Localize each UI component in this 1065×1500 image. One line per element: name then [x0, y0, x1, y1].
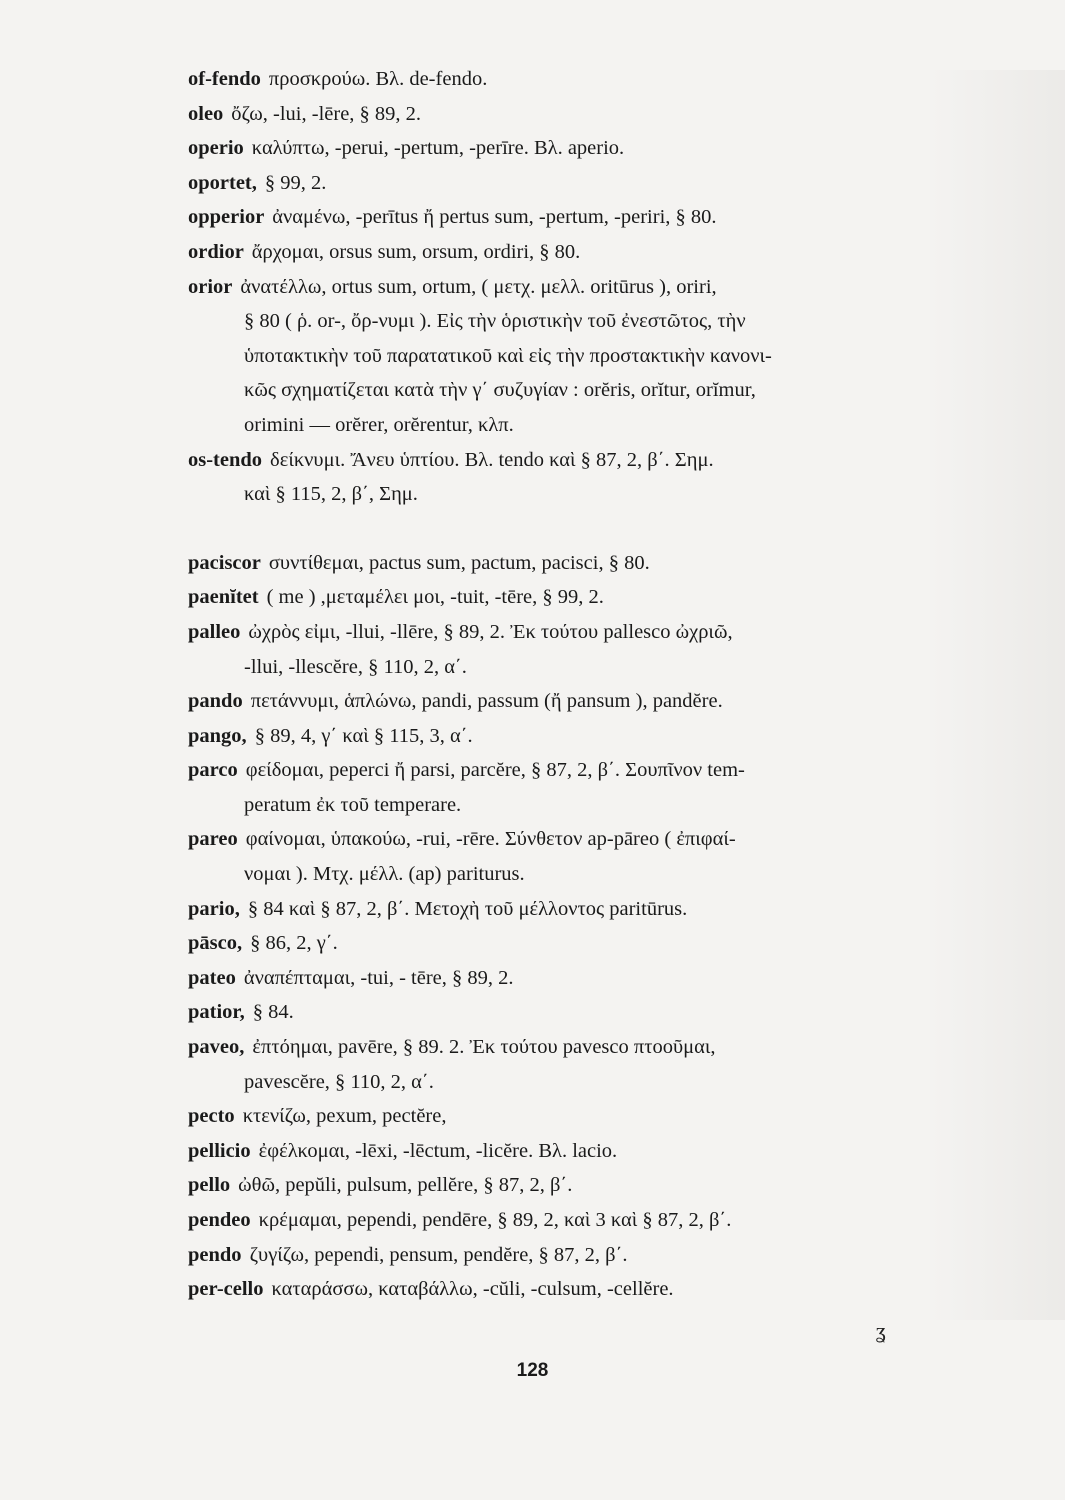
- entry-headword: oportet,: [188, 171, 257, 194]
- entry-headword: pendeo: [188, 1209, 251, 1231]
- entry-headword: pendo: [188, 1243, 242, 1266]
- entry-continuation-line: [188, 857, 928, 892]
- entry-text: πετάννυμι, ἁπλώνω, pandi, passum (ἤ pansum ), pandĕre.: [250, 690, 723, 713]
- entry-first-line: [188, 995, 928, 1030]
- entry-headword: ordior: [188, 240, 244, 263]
- dictionary-entry: [188, 1168, 928, 1203]
- entry-first-line: [188, 97, 928, 132]
- entry-continuation-line: [188, 788, 928, 823]
- entry-text: ὠχρὸς εἰμι, -llui, -llēre, § 89, 2. Ἐκ τούτου pallesco ὠχριῶ,: [248, 620, 733, 643]
- entry-first-line: [188, 546, 928, 581]
- dictionary-entry: [188, 97, 928, 132]
- entry-headword: paciscor: [188, 551, 261, 574]
- entry-first-line: [188, 1203, 928, 1238]
- entry-headword: per-cello: [188, 1278, 264, 1301]
- page-number: 128: [516, 1360, 549, 1381]
- dictionary-entry: [188, 926, 928, 961]
- dictionary-entry: [188, 822, 928, 891]
- entry-list: [188, 62, 928, 1307]
- entry-headword: operio: [188, 137, 244, 160]
- entry-text: § 86, 2, γ΄.: [250, 932, 338, 955]
- show-through-shadow: [930, 70, 1065, 1320]
- entry-first-line: [188, 131, 928, 166]
- entry-headword: opperior: [188, 206, 265, 229]
- dictionary-entry: [188, 546, 928, 581]
- entry-headword: orior: [188, 275, 233, 298]
- entry-text: -llui, -llescĕre, § 110, 2, α΄.: [244, 655, 467, 678]
- entry-text: ἐπτόημαι, pavēre, § 89. 2. Ἐκ τούτου pavesco πτοοῦμαι,: [252, 1036, 716, 1059]
- dictionary-entry: [188, 166, 928, 201]
- dictionary-entry: [188, 615, 928, 684]
- entry-headword: pando: [188, 690, 243, 713]
- entry-text: κῶς σχηματίζεται κατὰ τὴν γ΄ συζυγίαν : orĕris, orĭtur, orĭmur,: [244, 379, 756, 402]
- entry-continuation-line: [188, 650, 928, 685]
- entry-text: καλύπτω, -perui, -pertum, -perīre. Βλ. aperio.: [251, 137, 625, 160]
- entry-first-line: [188, 235, 928, 270]
- entry-text: κρέμαμαι, pependi, pendēre, § 89, 2, καὶ 3 καὶ § 87, 2, β΄.: [258, 1209, 732, 1231]
- entry-continuation-line: [188, 373, 928, 408]
- entry-first-line: [188, 1168, 928, 1203]
- dictionary-entry: [188, 684, 928, 719]
- entry-text: ἀναμένω, -perītus ἤ pertus sum, -pertum, -periri, § 80.: [272, 206, 717, 229]
- entry-text: συντίθεμαι, pactus sum, pactum, pacisci, § 80.: [268, 551, 650, 574]
- entry-headword: pello: [188, 1174, 231, 1197]
- entry-first-line: [188, 270, 928, 305]
- entry-text: ὑποτακτικὴν τοῦ παρατατικοῦ καὶ εἰς τὴν προστακτικὴν κανονι-: [244, 344, 772, 367]
- entry-text: orimini — orĕrer, orĕrentur, κλπ.: [244, 413, 514, 436]
- entry-text: § 84 καὶ § 87, 2, β΄. Μετοχὴ τοῦ μέλλοντος paritūrus.: [247, 897, 688, 920]
- dictionary-entry: [188, 131, 928, 166]
- dictionary-entry: [188, 1030, 928, 1099]
- entry-text: ἀνατέλλω, ortus sum, ortum, ( μετχ. μελλ. oritūrus ), oriri,: [240, 275, 717, 298]
- entry-first-line: [188, 580, 928, 615]
- dictionary-entry: [188, 995, 928, 1030]
- entry-text: ζυγίζω, pependi, pensum, pendĕre, § 87, 2, β΄.: [249, 1243, 628, 1266]
- entry-first-line: [188, 62, 928, 97]
- dictionary-entry: [188, 1203, 928, 1238]
- entry-text: προσκρούω. Βλ. de-fendo.: [268, 68, 488, 90]
- entry-text: ἄρχομαι, orsus sum, orsum, ordiri, § 80.: [251, 240, 581, 263]
- entry-text: καταράσσω, καταβάλλω, -cŭli, -culsum, -cellĕre.: [271, 1278, 674, 1301]
- entry-first-line: [188, 1238, 928, 1273]
- entry-headword: pateo: [188, 966, 236, 989]
- entry-headword: paenĭtet: [188, 586, 259, 609]
- entry-text: κτενίζω, pexum, pectĕre,: [242, 1105, 447, 1128]
- entry-first-line: [188, 443, 928, 478]
- entry-first-line: [188, 200, 928, 235]
- entry-headword: palleo: [188, 620, 241, 643]
- entry-first-line: [188, 166, 928, 201]
- entry-text: § 80 ( ῥ. or-, ὄρ-νυμι ). Εἰς τὴν ὁριστικὴν τοῦ ἐνεστῶτος, τὴν: [244, 310, 746, 333]
- entry-text: § 84.: [252, 1001, 294, 1024]
- dictionary-entry: [188, 443, 928, 512]
- entry-continuation-line: [188, 304, 928, 339]
- entry-first-line: [188, 1030, 928, 1065]
- entry-text: νομαι ). Μτχ. μέλλ. (ap) pariturus.: [244, 863, 525, 886]
- entry-text: pavescĕre, § 110, 2, α΄.: [244, 1070, 434, 1093]
- entry-headword: parco: [188, 759, 238, 782]
- entry-first-line: [188, 684, 928, 719]
- entry-text: § 99, 2.: [264, 171, 327, 194]
- entry-headword: os-tendo: [188, 448, 263, 471]
- entry-first-line: [188, 1099, 928, 1134]
- entry-text: ἐφέλκομαι, -lēxi, -lēctum, -licĕre. Βλ. lacio.: [258, 1139, 618, 1162]
- entry-text: φείδομαι, peperci ἤ parsi, parcĕre, § 87, 2, β΄. Σουπῖνον tem-: [245, 759, 745, 782]
- entry-first-line: [188, 1134, 928, 1169]
- entry-first-line: [188, 822, 928, 857]
- dictionary-entry: [188, 200, 928, 235]
- entry-first-line: [188, 753, 928, 788]
- entry-continuation-line: [188, 339, 928, 374]
- dictionary-entry: [188, 62, 928, 97]
- entry-text: ὄζω, -lui, -lēre, § 89, 2.: [231, 102, 422, 125]
- dictionary-entry: [188, 270, 928, 443]
- dictionary-entry: [188, 753, 928, 822]
- entry-headword: pecto: [188, 1105, 235, 1128]
- entry-text: φαίνομαι, ὑπακούω, -rui, -rēre. Σύνθετον ap-pāreo ( ἐπιφαί-: [245, 828, 736, 851]
- entry-first-line: [188, 961, 928, 996]
- dictionary-entry: [188, 961, 928, 996]
- entry-text: ὠθῶ, pepŭli, pulsum, pellĕre, § 87, 2, β΄.: [238, 1174, 573, 1197]
- entry-first-line: [188, 1272, 928, 1307]
- entry-headword: paveo,: [188, 1036, 245, 1059]
- entry-text: peratum ἐκ τοῦ temperare.: [244, 793, 462, 816]
- entry-text: δείκνυμι. Ἄνευ ὑπτίου. Βλ. tendo καὶ § 87, 2, β΄. Σημ.: [270, 448, 714, 471]
- dictionary-entry: [188, 1134, 928, 1169]
- entry-headword: patior,: [188, 1001, 245, 1024]
- entry-continuation-line: [188, 408, 928, 443]
- entry-continuation-line: [188, 1065, 928, 1100]
- margin-mark: ʓ: [876, 1318, 886, 1343]
- dictionary-entry: [188, 892, 928, 927]
- entry-text: καὶ § 115, 2, β΄, Σημ.: [244, 483, 418, 506]
- dictionary-entry: [188, 580, 928, 615]
- dictionary-entry: [188, 1238, 928, 1273]
- entry-first-line: [188, 719, 928, 754]
- entry-text: § 89, 4, γ΄ καὶ § 115, 3, α΄.: [254, 724, 473, 747]
- entry-continuation-line: [188, 477, 928, 512]
- entry-headword: pango,: [188, 724, 247, 747]
- entry-headword: pario,: [188, 897, 240, 920]
- dictionary-entry: [188, 719, 928, 754]
- entry-headword: oleo: [188, 102, 224, 125]
- entry-first-line: [188, 892, 928, 927]
- entry-headword: pāsco,: [188, 932, 243, 955]
- entry-first-line: [188, 926, 928, 961]
- dictionary-entry: [188, 1272, 928, 1307]
- dictionary-entry: [188, 235, 928, 270]
- entry-text: ( me ) ,μεταμέλει μοι, -tuit, -tēre, § 99, 2.: [266, 586, 604, 609]
- entry-headword: of-fendo: [188, 68, 261, 90]
- entry-headword: pareo: [188, 828, 238, 851]
- entry-headword: pellicio: [188, 1139, 251, 1162]
- entry-text: ἀναπέπταμαι, -tui, - tēre, § 89, 2.: [243, 966, 514, 989]
- dictionary-entry: [188, 1099, 928, 1134]
- entry-first-line: [188, 615, 928, 650]
